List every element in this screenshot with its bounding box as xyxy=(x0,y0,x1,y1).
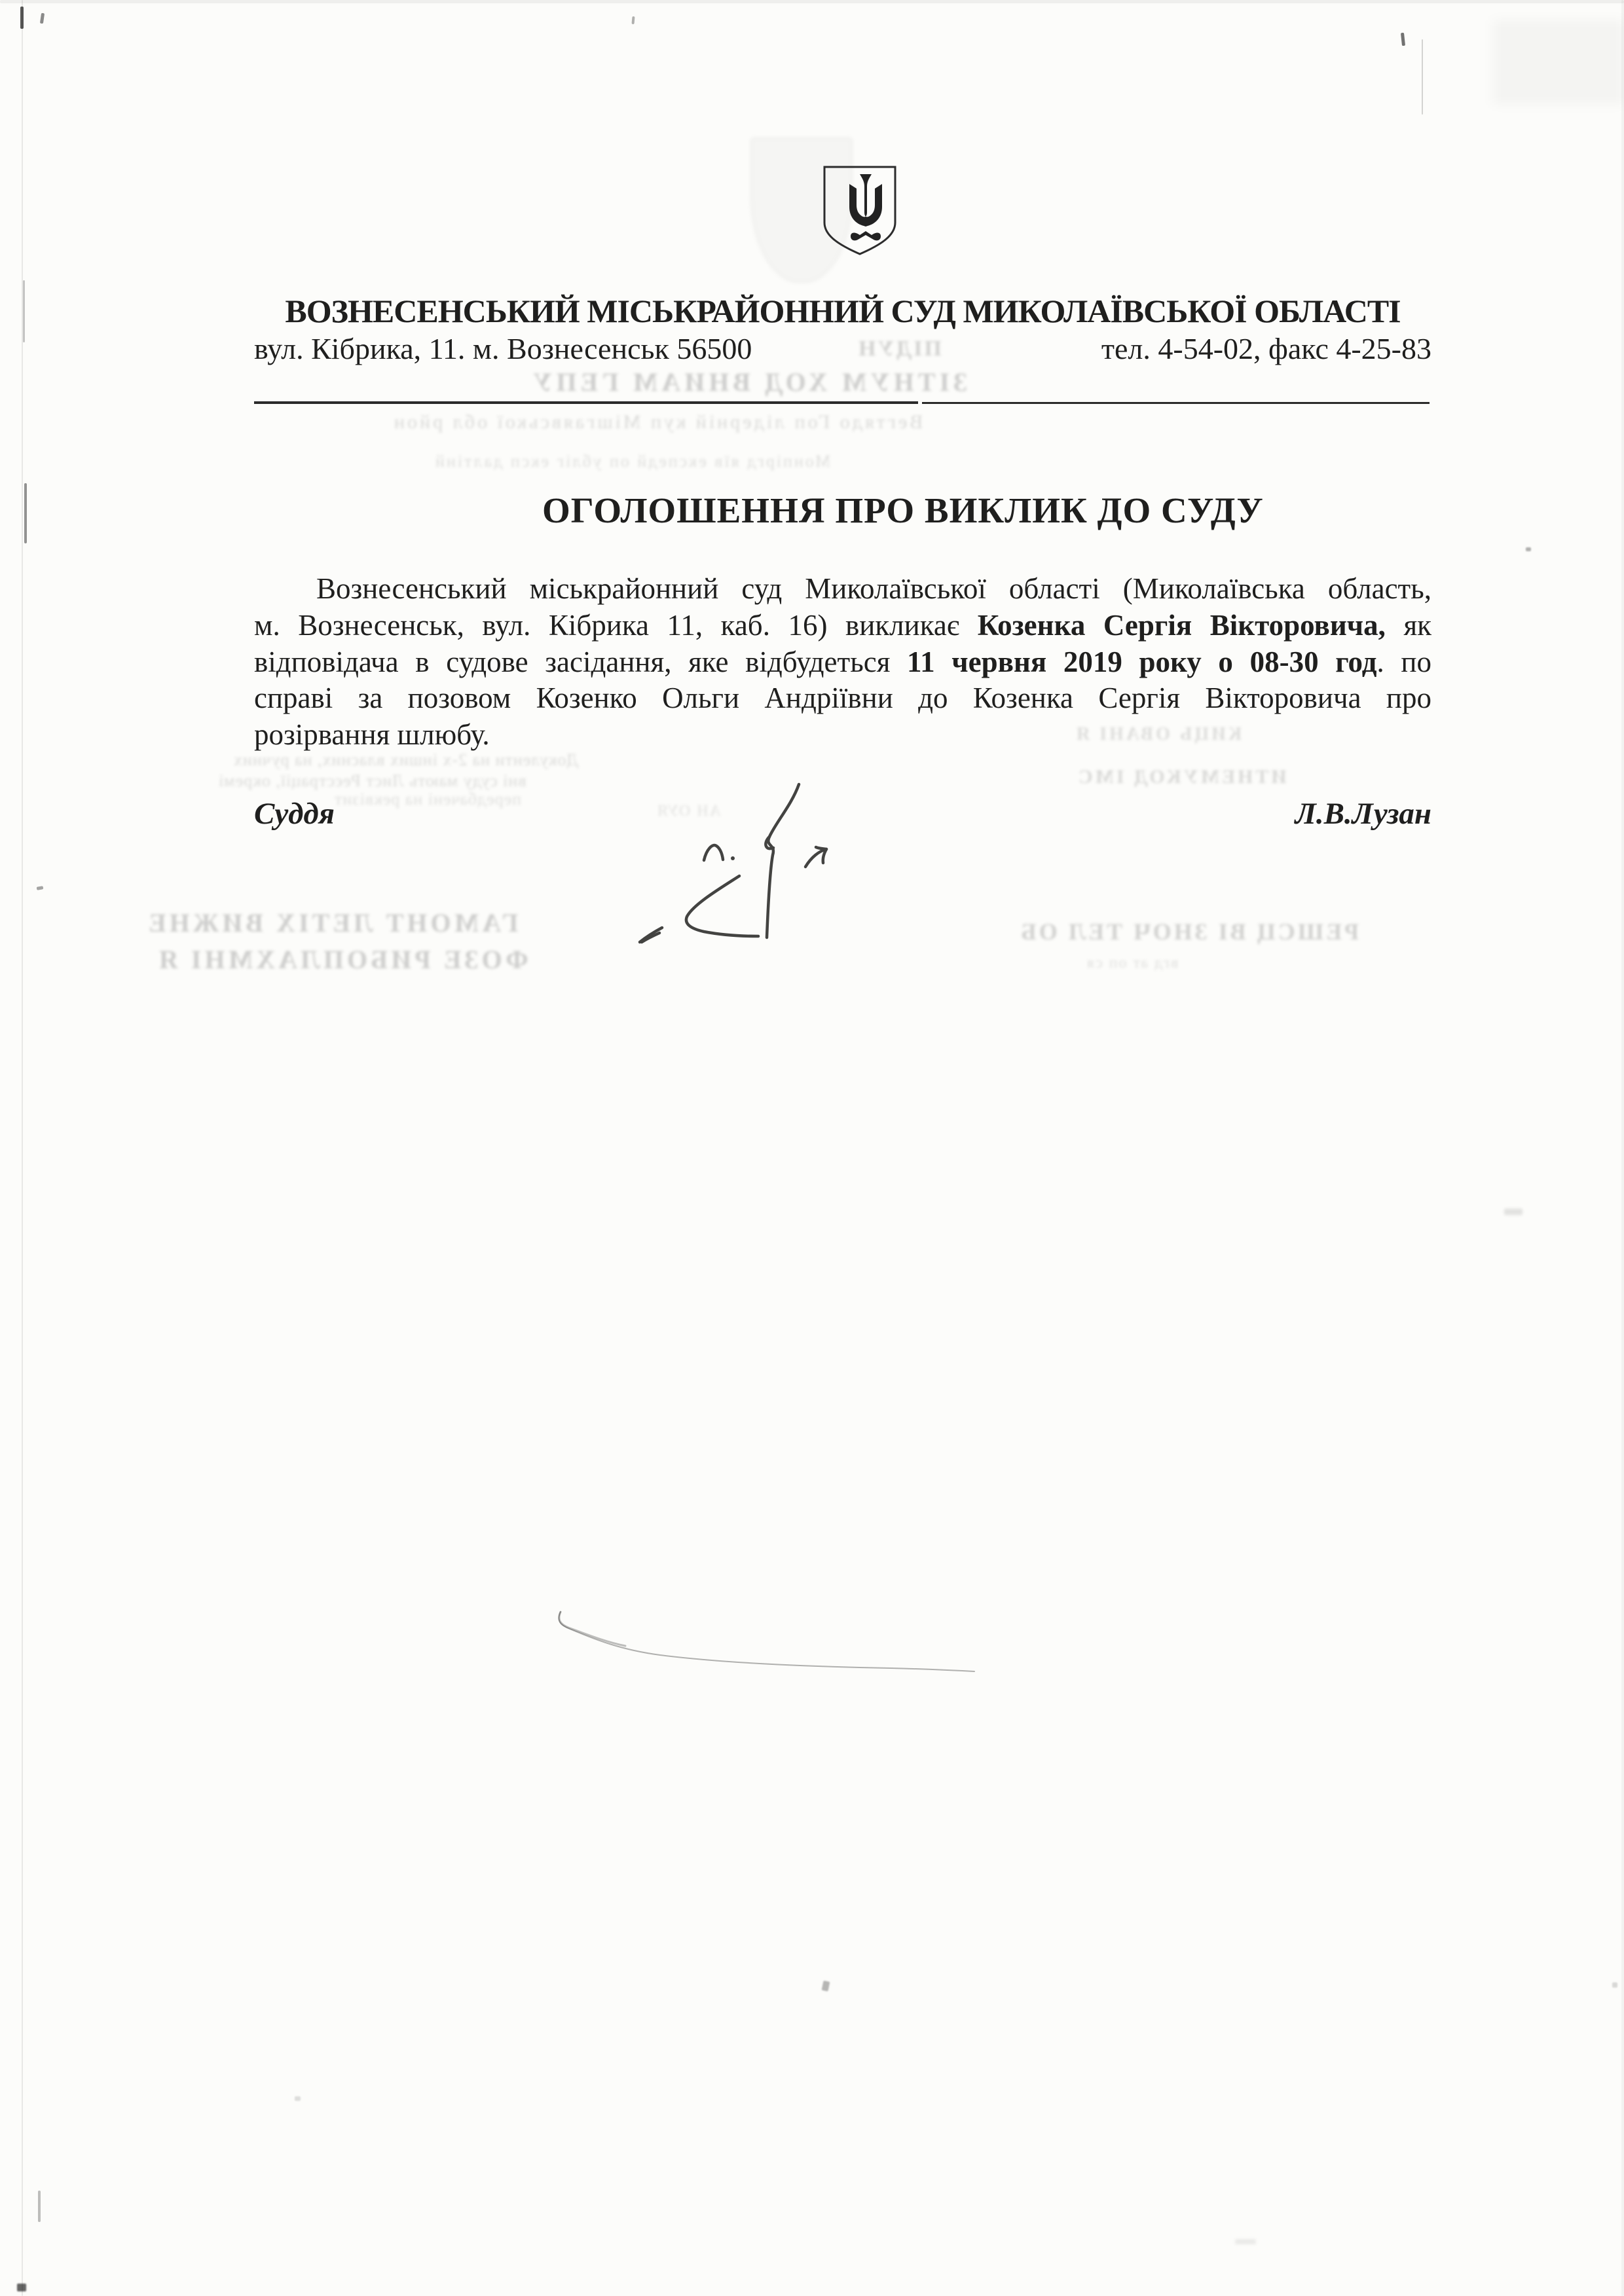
bleedthrough-text-row: ЗІТНУМ ХОД ВНИАМ ГЕПУ xyxy=(529,367,968,397)
scan-speck xyxy=(23,280,25,342)
body-text: як xyxy=(1385,608,1432,642)
bleedthrough-text-row: ИТНЕМУКОД ІМС xyxy=(1076,766,1287,788)
scan-speck xyxy=(40,13,45,24)
trident-glyph xyxy=(849,174,882,240)
scan-speck xyxy=(37,886,44,890)
court-phone-fax: тел. 4-54-02, факс 4-25-83 xyxy=(1101,332,1431,365)
bleedthrough-text-row: Вегтядо Гоп лідерній куп Мішгаявської обл рйон xyxy=(392,411,923,433)
body-line xyxy=(254,608,1431,644)
signature-hook xyxy=(805,849,826,867)
scan-speck xyxy=(1504,1209,1522,1215)
judge-role-label: Суддя xyxy=(254,797,335,831)
scan-speck xyxy=(1612,1982,1617,1988)
scan-speck xyxy=(1422,39,1423,115)
body-text: справі за позовом Козенко Ольги Андріївни до Козенка Сергія Вікторовича про xyxy=(254,682,1431,715)
scan-speck xyxy=(38,2191,41,2222)
bleedthrough-text-row: ГАМОНТ ЛЕТІХ ВИЖНЕ xyxy=(145,908,519,938)
bleedthrough-text-row: ФОЗЕ РИБОПЛАХМНІ Я xyxy=(156,945,528,974)
body-text: Вознесенський міськрайонний суд Миколаївської області (Миколаївська область, xyxy=(316,572,1431,605)
scan-speck xyxy=(22,0,23,2296)
bleedthrough-text-row: Монпіргд яїв експедй оп убліг експ далтінй xyxy=(434,452,831,471)
scan-speck xyxy=(1401,33,1405,46)
signature-sweep xyxy=(686,876,758,936)
bleedthrough-text-row: вгд ат оп ся xyxy=(1086,955,1179,972)
scan-speck xyxy=(1526,547,1531,551)
ukraine-coat-of-arms-emblem xyxy=(822,165,898,257)
bleedthrough-text-row: Докуленти на 2-х інших власних, на ручних xyxy=(233,750,579,769)
shield-outline xyxy=(824,167,895,254)
scan-speck xyxy=(1493,20,1624,105)
body-text: м. Вознесенськ, вул. Кібрика 11, каб. 16) викликає xyxy=(254,608,978,642)
scan-speck xyxy=(1235,2239,1256,2244)
body-text: розірвання шлюбу. xyxy=(254,718,490,752)
scan-speck xyxy=(17,2284,26,2291)
bleedthrough-text-row: КИЦЬ ОВАНІ Я xyxy=(1074,724,1242,744)
signature-l-mark xyxy=(704,845,723,860)
scanner-hair-artifact xyxy=(550,1605,982,1677)
body-text-bold: Козенка Сергія Вікторовича, xyxy=(977,608,1386,642)
signature-hook-tip xyxy=(816,847,826,849)
body-text: відповідача в судове засідання, яке відбудеться xyxy=(254,645,908,678)
body-text: . по xyxy=(1376,645,1431,678)
bleedthrough-text-row: передбачені на реквізит xyxy=(334,790,522,809)
court-address: вул. Кібрика, 11. м. Вознесенськ 56500 xyxy=(254,332,752,365)
signature-main-stroke xyxy=(767,784,799,938)
bleedthrough-text-row: АН ОУЯ xyxy=(656,803,721,820)
scan-speck xyxy=(24,483,27,543)
document-title: ОГОЛОШЕННЯ ПРО ВИКЛИК ДО СУДУ xyxy=(542,490,1264,530)
body-text-bold: 11 червня 2019 року о 08-30 год xyxy=(907,645,1377,678)
signature-dot xyxy=(731,856,735,860)
signature-row xyxy=(254,796,1431,831)
body-line xyxy=(254,680,1431,717)
scan-speck xyxy=(1621,0,1624,2296)
body-paragraph xyxy=(254,571,1431,754)
scan-speck xyxy=(20,7,24,29)
judge-name: Л.В.Лузан xyxy=(1295,797,1431,831)
scan-speck xyxy=(822,1980,830,1992)
bleedthrough-text-row: РЕШСЦ ВІ ЗНОЧ ТЕЛ ОБ xyxy=(1018,919,1359,945)
scan-speck xyxy=(295,2096,301,2101)
court-name-heading: ВОЗНЕСЕНСЬКИЙ МІСЬКРАЙОННИЙ СУД МИКОЛАЇВСЬКОЇ ОБЛАСТІ xyxy=(285,293,1401,329)
body-line xyxy=(254,644,1431,681)
body-line xyxy=(254,571,1431,608)
scan-speck xyxy=(631,16,635,24)
scan-speck xyxy=(0,0,1624,3)
header-rule-left-segment xyxy=(254,401,918,404)
handwritten-signature xyxy=(630,780,840,951)
bleedthrough-text-row: вні суду мають Лист Реєстрації, окремі xyxy=(218,771,526,790)
body-line xyxy=(254,717,1431,754)
header-rule-right-segment xyxy=(922,402,1430,404)
header-address-row xyxy=(254,331,1431,366)
bleedthrough-text-row: ПІДУН xyxy=(857,337,942,361)
